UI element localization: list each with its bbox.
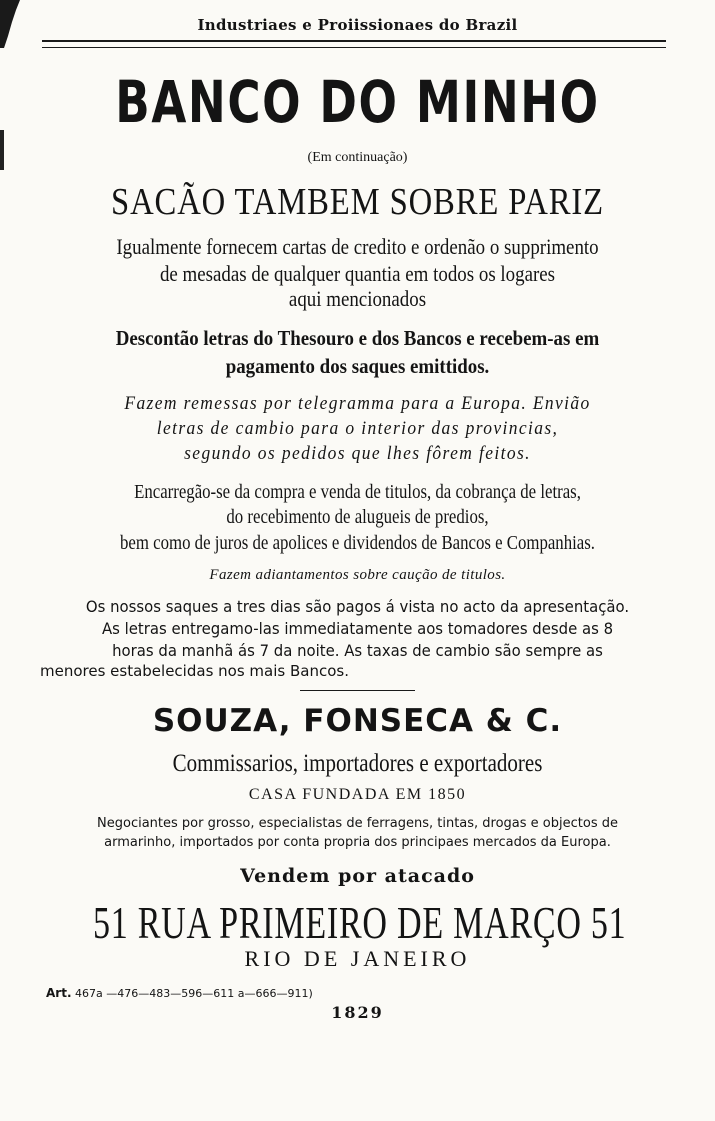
para4-line: do recebimento de alugueis de predios,	[226, 506, 489, 528]
company-name: SOUZA, FONSECA & C.	[152, 703, 563, 739]
bank-title: BANCO DO MINHO	[115, 68, 600, 136]
para1-line: de mesadas de qualquer quantia em todos os logares	[159, 261, 556, 286]
city-name: RIO DE JANEIRO	[244, 946, 471, 971]
ad-number: 1829	[331, 1003, 384, 1022]
para2-line: pagamento dos saques emittidos.	[225, 354, 490, 378]
adiantamentos-line: Fazem adiantamentos sobre caução de titulos.	[209, 567, 506, 583]
art-prefix: Art.	[46, 986, 72, 1000]
street-address: 51 RUA PRIMEIRO DE MARÇO 51	[92, 897, 627, 948]
page-header: Industriaes e Proiissionaes do Brazil	[197, 16, 518, 34]
founded-line: CASA FUNDADA EM 1850	[248, 786, 467, 803]
para3-line: segundo os pedidos que lhes fôrem feitos.	[184, 443, 531, 464]
para3-line: Fazem remessas por telegramma para a Europa. Envião	[124, 393, 591, 414]
para5-line: As letras entregamo-las immediatamente aos tomadores desde as 8	[101, 619, 614, 638]
para1-line: aqui mencionados	[288, 286, 427, 311]
negociantes-line: armarinho, importados por conta propria dos principaes mercados da Europa.	[104, 835, 611, 850]
para4-line: Encarregão-se da compra e venda de titulos, da cobrança de letras,	[134, 481, 581, 503]
paris-heading: SACÃO TAMBEM SOBRE PARIZ	[111, 181, 604, 223]
para5-line: horas da manhã ás 7 da noite. As taxas de cambio são sempre as	[112, 641, 603, 660]
art-numbers: 467a —476—483—596—611 a—666—911)	[75, 987, 313, 1000]
para5-line: Os nossos saques a tres dias são pagos á vista no acto da apresentação.	[85, 597, 630, 616]
header-rule-thin	[42, 47, 666, 48]
para1-line: Igualmente fornecem cartas de credito e ordenão o supprimento	[116, 234, 599, 259]
para3-line: letras de cambio para o interior das provincias,	[156, 418, 559, 439]
section-divider	[300, 690, 415, 691]
vendem-heading: Vendem por atacado	[240, 865, 475, 887]
header-rule	[42, 40, 666, 42]
negociantes-line: Negociantes por grosso, especialistas de ferragens, tintas, drogas e objectos de	[97, 816, 618, 831]
para5-line: menores estabelecidas nos mais Bancos.	[40, 662, 349, 680]
article-references	[46, 986, 313, 1000]
continuation-note: (Em continuação)	[307, 150, 408, 165]
para4-line: bem como de juros de apolices e dividendos de Bancos e Companhias.	[120, 532, 595, 554]
para2-line: Descontão letras do Thesouro e dos Bancos e recebem-as em	[115, 326, 600, 350]
company-description: Commissarios, importadores e exportadores	[172, 750, 543, 777]
